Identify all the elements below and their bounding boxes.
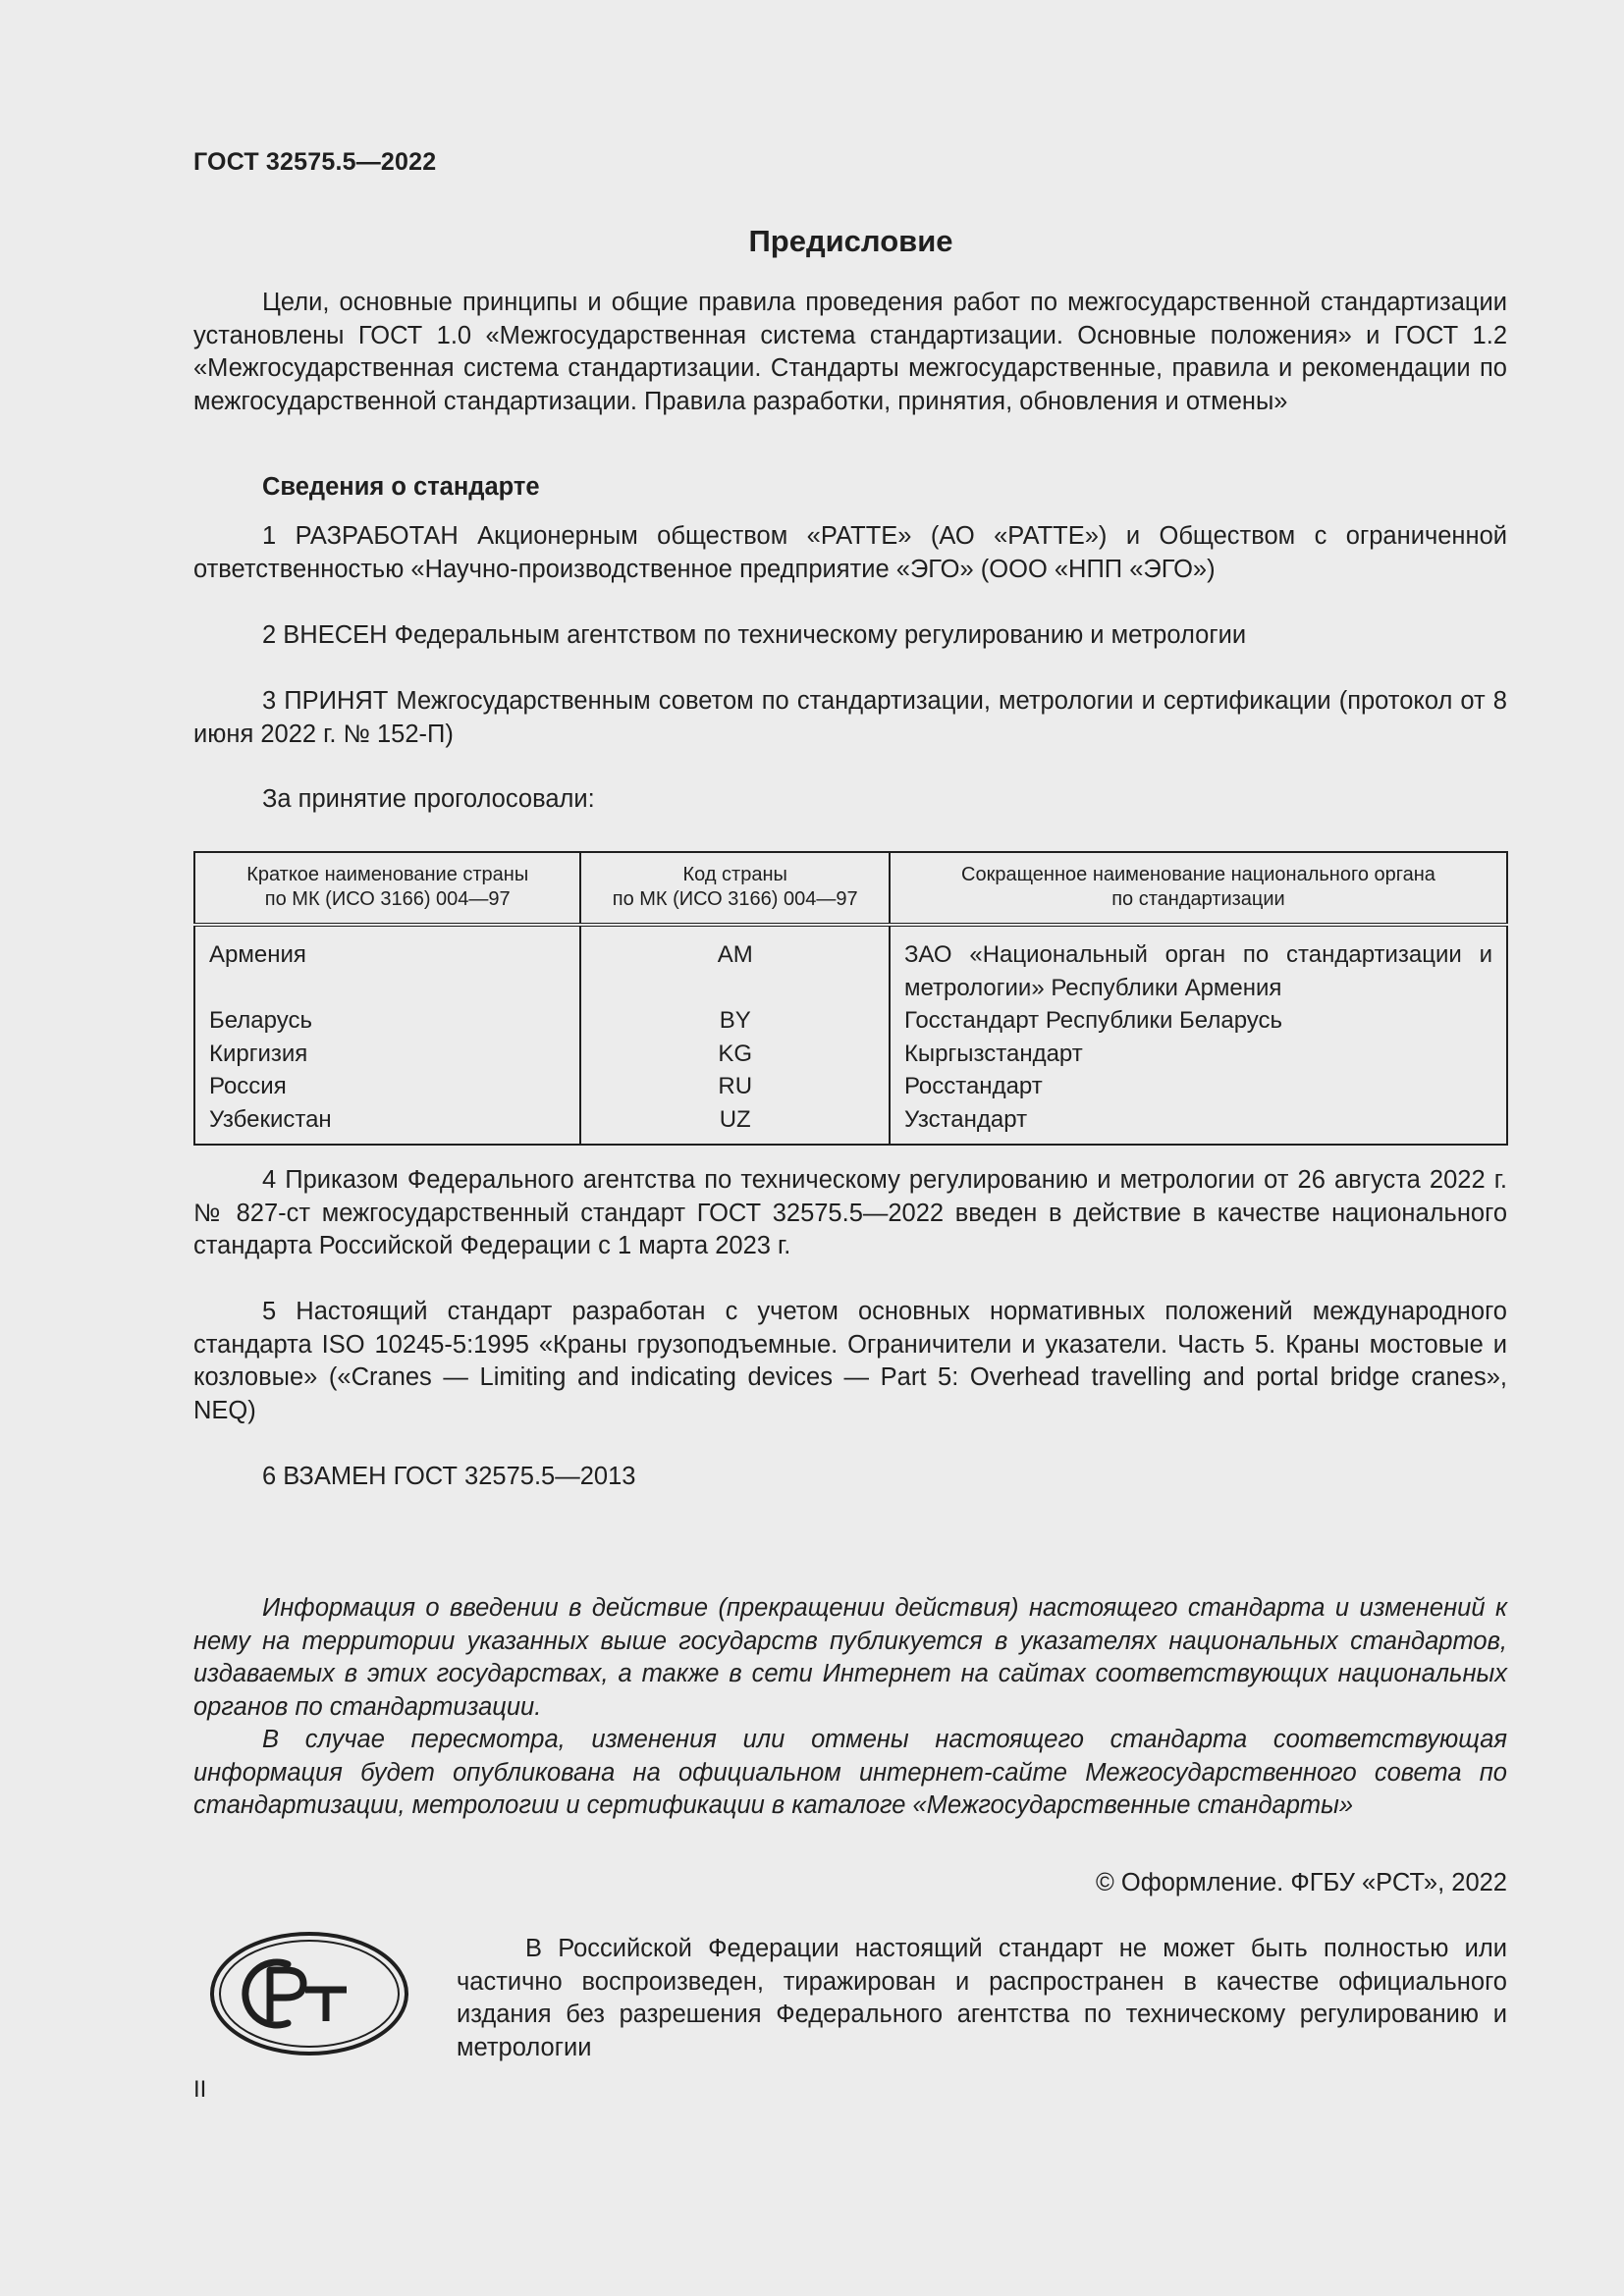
item-replaces: 6 ВЗАМЕН ГОСТ 32575.5—2013 bbox=[262, 1463, 636, 1490]
item-developed: 1 РАЗРАБОТАН Акционерным обществом «РАТТЕ» (АО «РАТТЕ») и Обществом с ограниченной ответственностью «Научно-производственное предприятие «ЭГО» (ООО «НПП «ЭГО») bbox=[193, 522, 1507, 583]
table-row bbox=[194, 925, 1507, 1004]
table-row bbox=[194, 1038, 1507, 1071]
table-header-row bbox=[194, 852, 1507, 925]
standard-info-heading: Сведения о стандарте bbox=[262, 473, 540, 501]
item-adopted: 3 ПРИНЯТ Межгосударственным советом по стандартизации, метрологии и сертификации (протокол от 8 июня 2022 г. № 152-П) bbox=[193, 687, 1507, 748]
country-cell: Беларусь bbox=[209, 1007, 312, 1034]
table-row bbox=[194, 1070, 1507, 1103]
copyright-restriction-notice: В Российской Федерации настоящий стандарт не может быть полностью или частично воспроизведен, тиражирован и распространен в качестве официального издания без разрешения Федерального агентства по техническому регулированию и метрологии bbox=[457, 1935, 1507, 2061]
copyright-notice: © Оформление. ФГБУ «РСТ», 2022 bbox=[1096, 1869, 1507, 1896]
table-row bbox=[194, 1103, 1507, 1146]
item-introduced: 2 ВНЕСЕН Федеральным агентством по техническому регулированию и метрологии bbox=[262, 621, 1247, 649]
voting-table bbox=[193, 851, 1508, 1146]
table-row bbox=[194, 1004, 1507, 1038]
country-cell: Армения bbox=[209, 941, 306, 968]
item-order: 4 Приказом Федерального агентства по техническому регулированию и метрологии от 26 августа 2022 г. № 827-ст межгосударственный стандарт ГОСТ 32575.5—2022 введен в действие в качестве национального стандарта Российской Федерации с 1 марта 2023 г. bbox=[193, 1166, 1507, 1259]
body-cell: Росстандарт bbox=[890, 1070, 1507, 1103]
page-title: Предисловие bbox=[748, 224, 953, 258]
intro-paragraph: Цели, основные принципы и общие правила проведения работ по межгосударственной стандартизации установлены ГОСТ 1.0 «Межгосударственная система стандартизации. Основные положения» и ГОСТ 1.2 «Межгосударственная система стандартизации. Стандарты межгосударственные, правила и рекомендации по межгосударственной стандартизации. Правила разработки, принятия, обновления и отмены» bbox=[193, 289, 1507, 415]
code-cell: AM bbox=[580, 925, 889, 1004]
code-cell: KG bbox=[580, 1038, 889, 1071]
country-cell: Узбекистан bbox=[209, 1105, 332, 1133]
body-cell: Кыргызстандарт bbox=[890, 1038, 1507, 1071]
body-cell: Узстандарт bbox=[890, 1103, 1507, 1146]
country-cell: Киргизия bbox=[209, 1040, 308, 1067]
code-cell: UZ bbox=[580, 1103, 889, 1146]
header-code: Код страны по МК (ИСО 3166) 004—97 bbox=[580, 852, 889, 925]
code-cell: RU bbox=[580, 1070, 889, 1103]
page-number: II bbox=[193, 2076, 207, 2103]
body-cell: Госстандарт Республики Беларусь bbox=[890, 1004, 1507, 1038]
header-body: Сокращенное наименование национального органа по стандартизации bbox=[890, 852, 1507, 925]
info-note-1: Информация о введении в действие (прекращении действия) настоящего стандарта и изменений к нему на территории указанных выше государств публикуется в указателях национальных стандартов, издаваемых в этих государствах, а также в сети Интернет на сайтах соответствующих национальных органов по стандартизации. bbox=[193, 1594, 1507, 1721]
country-cell: Россия bbox=[209, 1073, 287, 1099]
rst-mark-icon bbox=[209, 1931, 409, 2056]
document-code: ГОСТ 32575.5—2022 bbox=[193, 148, 437, 176]
voted-label: За принятие проголосовали: bbox=[262, 785, 595, 813]
body-cell: ЗАО «Национальный орган по стандартизации и метрологии» Республики Армения bbox=[890, 925, 1507, 1004]
info-note-2: В случае пересмотра, изменения или отмены настоящего стандарта соответствующая информация будет опубликована на официальном интернет-сайте Межгосударственного совета по стандартизации, метрологии и сертификации в каталоге «Межгосударственные стандарты» bbox=[193, 1726, 1507, 1819]
code-cell: BY bbox=[580, 1004, 889, 1038]
item-based-on: 5 Настоящий стандарт разработан с учетом основных нормативных положений международного стандарта ISO 10245-5:1995 «Краны грузоподъемные. Ограничители и указатели. Часть 5. Краны мостовые и козловые» («Cranes — Limiting and indicating devices — Part 5: Overhead travelling and portal bridge cranes», NEQ) bbox=[193, 1298, 1507, 1424]
header-country: Краткое наименование страны по МК (ИСО 3166) 004—97 bbox=[194, 852, 580, 925]
